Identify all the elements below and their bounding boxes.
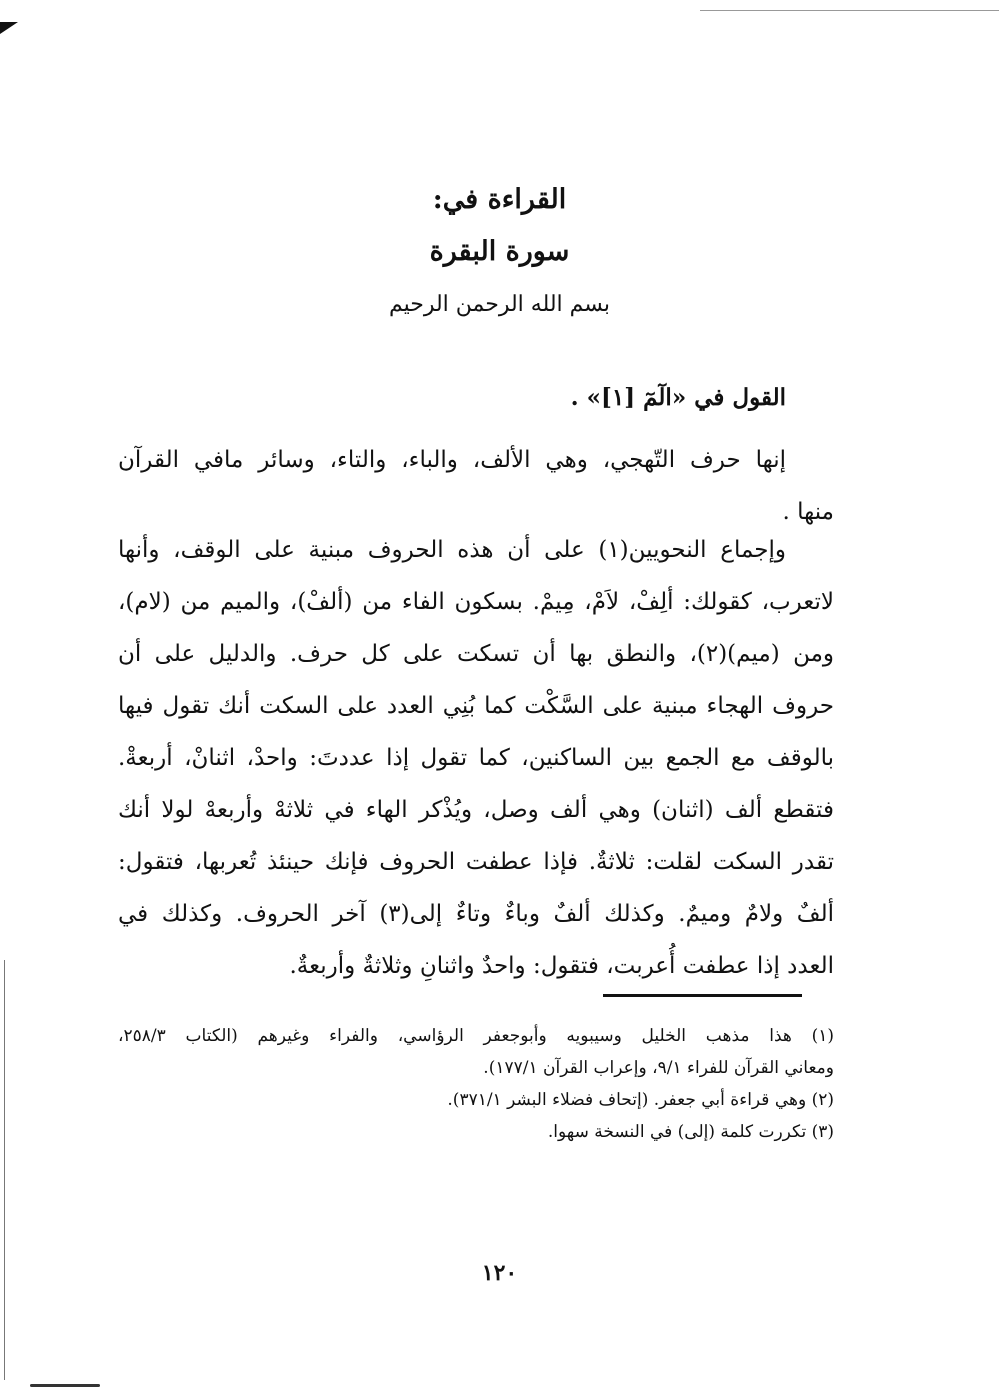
paragraph-hijai-letters bbox=[118, 434, 834, 538]
paragraph-grammarians-consensus bbox=[118, 524, 834, 992]
scan-left-edge bbox=[4, 960, 5, 1380]
text-line: ألفٌ ولامٌ وميمٌ. وكذلك ألفٌ وباءٌ وتاءٌ إلى(٣) آخر الحروف. وكذلك في bbox=[118, 901, 834, 927]
basmala: بسم الله الرحمن الرحيم bbox=[388, 292, 611, 317]
footnotes bbox=[118, 1020, 834, 1148]
scan-corner-mark bbox=[0, 22, 18, 34]
paragraph-alm-heading bbox=[118, 372, 834, 424]
scan-top-rule bbox=[700, 10, 999, 11]
text-line: منها . bbox=[782, 499, 834, 525]
footnote-1-line-1: (١) هذا مذهب الخليل وسيبويه وأبوجعفر الرؤاسي، والفراء وغيرهم (الكتاب ٢٥٨/٣، bbox=[118, 1026, 834, 1046]
text-line: لاتعرب، كقولك: ألِفْ، لاَمْ، مِيمْ. بسكون الفاء من (ألفْ)، والميم من (لام)، bbox=[118, 589, 834, 615]
text-line: حروف الهجاء مبنية على السَّكْت كما بُنِي العدد على السكت أنك تقول فيها bbox=[118, 693, 834, 719]
text-line: العدد إذا عطفت أُعربت، فتقول: واحدٌ واثنانِ وثلاثةٌ وأربعةٌ. bbox=[289, 953, 834, 979]
text-line: ومن (ميم)(٢)، والنطق بها أن تسكت على كل حرف. والدليل على أن bbox=[118, 641, 834, 667]
text-line: بالوقف مع الجمع بين الساكنين، كما تقول إذا عددتَ: واحدْ، اثنانْ، أربعةْ. bbox=[118, 745, 834, 771]
text-line: فتقطع ألف (اثنان) وهي ألف وصل، ويُذْكر الهاء في ثلاثهْ وأربعهْ لولا أنك bbox=[118, 797, 834, 823]
text-line: إنها حرف التّهجي، وهي الألف، والباء، والتاء، وسائر مافي القرآن bbox=[118, 447, 786, 473]
surah-title: سورة البقرة bbox=[429, 236, 570, 267]
text-line: تقدر السكت لقلت: ثلاثةٌ. فإذا عطفت الحروف فإنك حينئذ تُعربها، فتقول: bbox=[118, 849, 834, 875]
footnote-3: (٣) تكررت كلمة (إلى) في النسخة سهوا. bbox=[547, 1122, 834, 1142]
footnote-1-line-2: ومعاني القرآن للفراء ٩/١، وإعراب القرآن ١٧٧/١). bbox=[483, 1058, 834, 1078]
chapter-heading: القراءة في: bbox=[432, 184, 567, 215]
page-number: ١٢٠ bbox=[481, 1260, 518, 1286]
scan-bottom-smudge bbox=[30, 1384, 100, 1387]
footnote-separator bbox=[603, 994, 802, 997]
text-line: القول في «الٓمٓ [١]» . bbox=[570, 384, 786, 411]
text-line: وإجماع النحويين(١) على أن هذه الحروف مبنية على الوقف، وأنها bbox=[118, 537, 786, 563]
footnote-2: (٢) وهي قراءة أبي جعفر. (إتحاف فضلاء البشر ٣٧١/١). bbox=[447, 1090, 834, 1110]
